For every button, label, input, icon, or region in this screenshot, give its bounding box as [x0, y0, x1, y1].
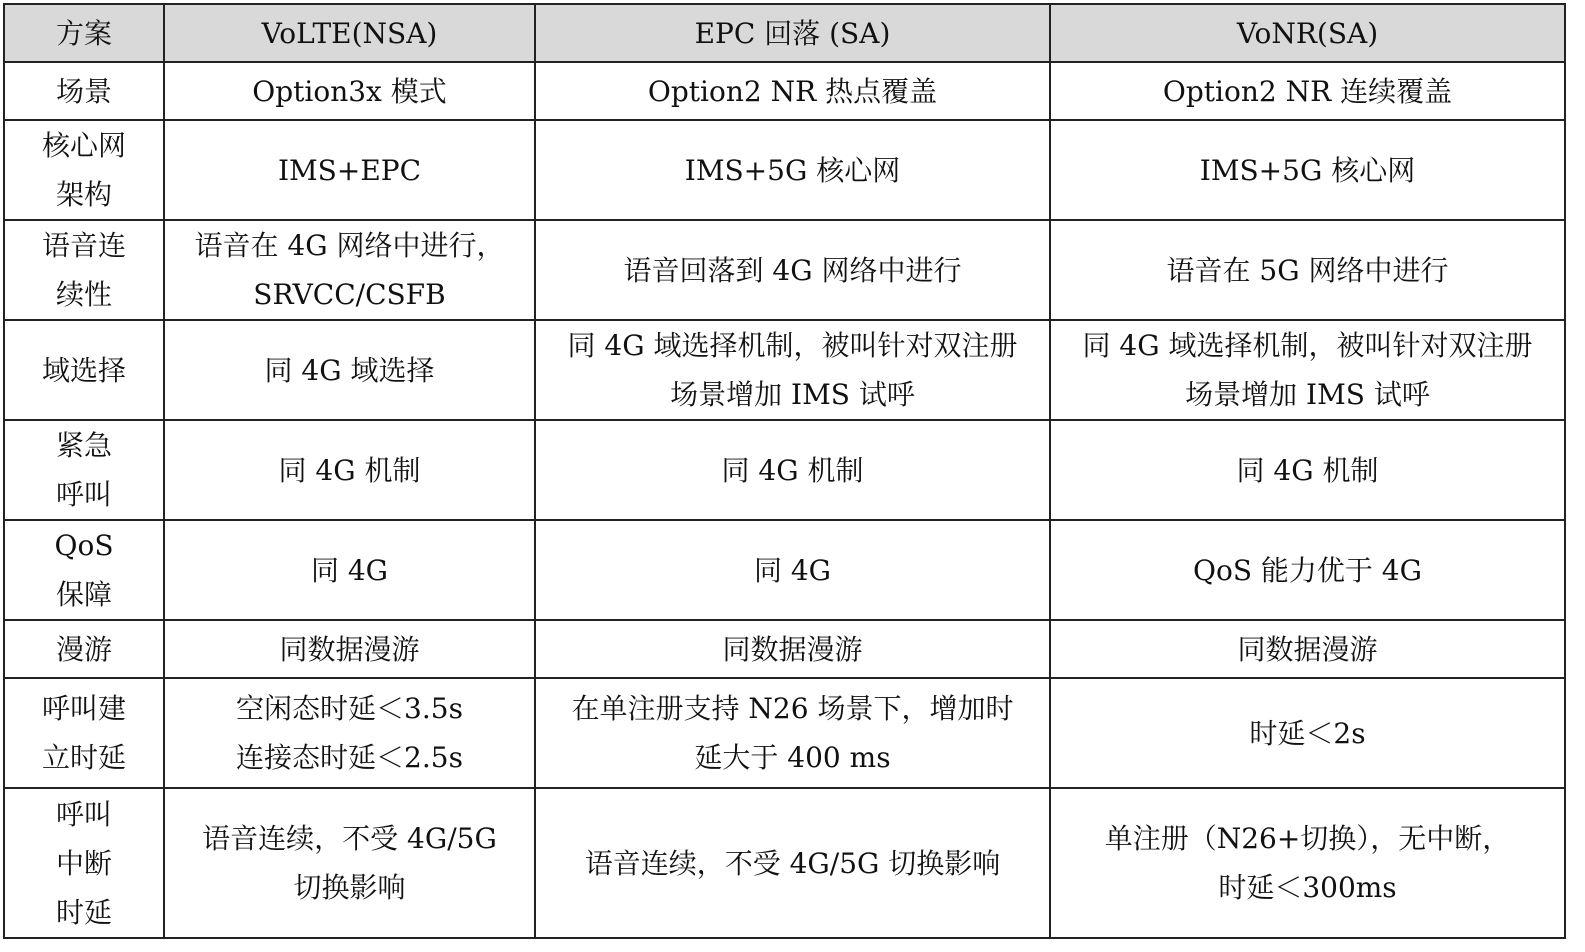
table-cell: 语音连续，不受 4G/5G 切换影响 — [535, 788, 1050, 938]
table-cell: Option2 NR 连续覆盖 — [1050, 62, 1565, 120]
table-cell: QoS 能力优于 4G — [1050, 520, 1565, 620]
table-cell: 同 4G 域选择 — [164, 320, 535, 420]
row-label: 漫游 — [4, 620, 164, 678]
header-row — [4, 4, 1565, 62]
table-cell: 同 4G — [535, 520, 1050, 620]
table-cell: 同数据漫游 — [1050, 620, 1565, 678]
row-label: 语音连 续性 — [4, 220, 164, 320]
table-cell: 同数据漫游 — [164, 620, 535, 678]
table-cell: 同 4G 机制 — [1050, 420, 1565, 520]
row-label: 核心网 架构 — [4, 120, 164, 220]
table-cell: Option3x 模式 — [164, 62, 535, 120]
table-cell: 同 4G 域选择机制，被叫针对双注册 场景增加 IMS 试呼 — [1050, 320, 1565, 420]
row-label: 域选择 — [4, 320, 164, 420]
table-row — [4, 788, 1565, 938]
table-row — [4, 62, 1565, 120]
table-cell: IMS+5G 核心网 — [1050, 120, 1565, 220]
table-row — [4, 620, 1565, 678]
header-cell-vonr: VoNR(SA) — [1050, 4, 1565, 62]
header-cell-scheme: 方案 — [4, 4, 164, 62]
table-cell: IMS+EPC — [164, 120, 535, 220]
table-row — [4, 320, 1565, 420]
table-cell: 同数据漫游 — [535, 620, 1050, 678]
table-row — [4, 220, 1565, 320]
header-cell-volte: VoLTE(NSA) — [164, 4, 535, 62]
row-label: 紧急 呼叫 — [4, 420, 164, 520]
table-cell: IMS+5G 核心网 — [535, 120, 1050, 220]
table-cell: 单注册（N26+切换），无中断， 时延＜300ms — [1050, 788, 1565, 938]
table-cell: 语音回落到 4G 网络中进行 — [535, 220, 1050, 320]
table-cell: 同 4G 机制 — [164, 420, 535, 520]
row-label: 呼叫 中断 时延 — [4, 788, 164, 938]
header-cell-epc-fallback: EPC 回落 (SA) — [535, 4, 1050, 62]
table-cell: 空闲态时延＜3.5s 连接态时延＜2.5s — [164, 678, 535, 788]
table-row — [4, 420, 1565, 520]
table-row — [4, 120, 1565, 220]
table-cell: 语音在 5G 网络中进行 — [1050, 220, 1565, 320]
comparison-table — [3, 3, 1566, 939]
table-cell: 时延＜2s — [1050, 678, 1565, 788]
table-cell: Option2 NR 热点覆盖 — [535, 62, 1050, 120]
table-cell: 同 4G — [164, 520, 535, 620]
row-label: QoS 保障 — [4, 520, 164, 620]
table-cell: 语音连续，不受 4G/5G 切换影响 — [164, 788, 535, 938]
row-label: 场景 — [4, 62, 164, 120]
table-row — [4, 678, 1565, 788]
comparison-table-container — [3, 3, 1566, 939]
row-label: 呼叫建 立时延 — [4, 678, 164, 788]
table-cell: 同 4G 机制 — [535, 420, 1050, 520]
table-cell: 同 4G 域选择机制，被叫针对双注册 场景增加 IMS 试呼 — [535, 320, 1050, 420]
table-cell: 在单注册支持 N26 场景下，增加时 延大于 400 ms — [535, 678, 1050, 788]
table-row — [4, 520, 1565, 620]
table-cell: 语音在 4G 网络中进行， SRVCC/CSFB — [164, 220, 535, 320]
